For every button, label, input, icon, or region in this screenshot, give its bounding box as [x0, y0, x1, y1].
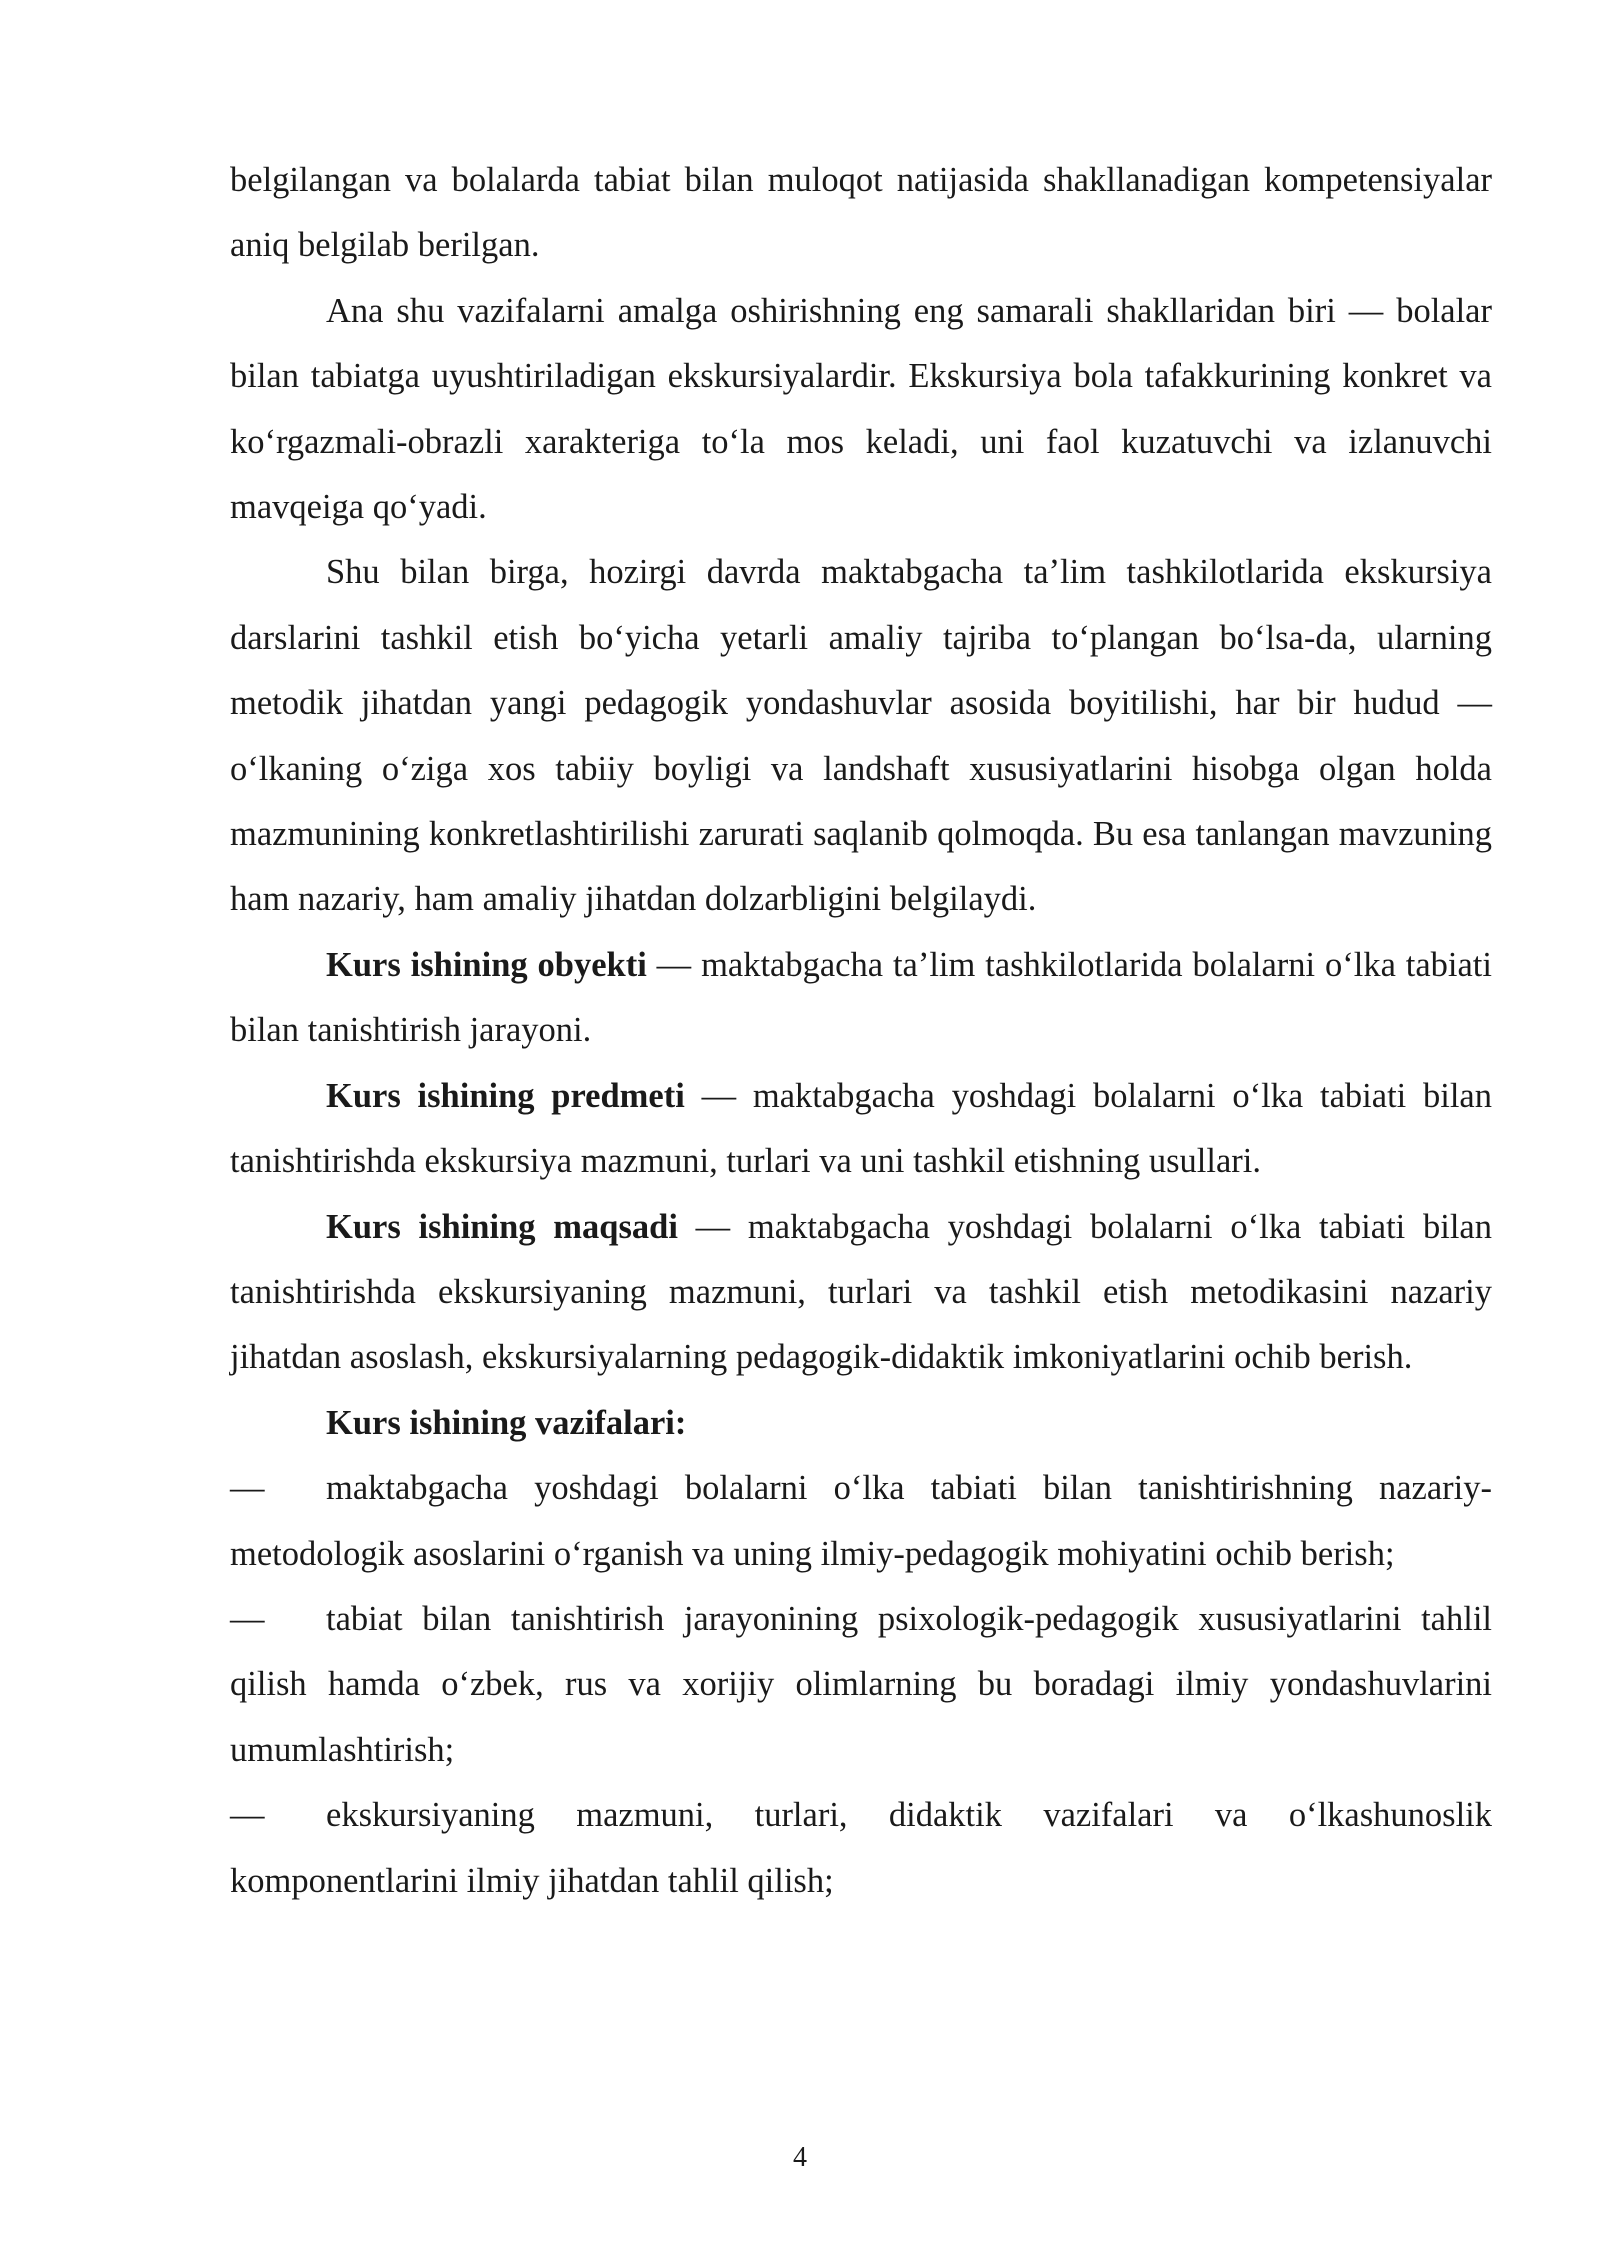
- paragraph-continuation: belgilangan va bolalarda tabiat bilan muloqot natijasida shakllanadigan kompetensiyalar aniq belgilab berilgan.: [230, 161, 1492, 265]
- object-text: — maktabgacha taʼlim tashkilotlarida bolalarni oʻlka tabiati bilan tanishtirish jarayoni.: [230, 945, 1492, 1050]
- document-page: [230, 148, 1492, 1914]
- task-dash: —: [230, 1469, 265, 1508]
- subject-text: — maktabgacha yoshdagi bolalarni oʻlka tabiati bilan tanishtirishda ekskursiya mazmuni, turlari va uni tashkil etishning usullari.: [230, 1076, 1492, 1181]
- paragraph-subject: [230, 1064, 1492, 1195]
- task-item: [230, 1587, 1492, 1783]
- paragraph-relevance: Shu bilan birga, hozirgi davrda maktabgacha taʼlim tashkilotlarida ekskursiya darslarini tashkil etish boʻyicha yetarli amaliy tajriba toʻplangan boʻlsa-da, ularning metodik jihatdan yangi pedagogik yondashuvlar asosida boyitilishi, har bir hudud — oʻlkaning oʻziga xos tabiiy boyligi va landshaft xususiyatlarini hisobga olgan holda mazmunining konkretlashtirilishi zarurati saqlanib qolmoqda. Bu esa tanlangan mavzuning ham nazariy, ham amaliy jihatdan dolzarbligini belgilaydi.: [230, 553, 1492, 919]
- task-item: [230, 1783, 1492, 1914]
- object-label: Kurs ishining obyekti: [326, 945, 647, 984]
- task-text: tabiat bilan tanishtirish jarayonining psixologik-pedagogik xususiyatlarini tahlil qilish hamda oʻzbek, rus va xorijiy olimlarning bu boradagi ilmiy yondashuvlarini umumlashtirish;: [230, 1599, 1492, 1769]
- task-dash: —: [230, 1599, 265, 1638]
- paragraph-goal: [230, 1195, 1492, 1391]
- paragraph-excursion-forms: Ana shu vazifalarni amalga oshirishning eng samarali shakllaridan biri — bolalar bilan tabiatga uyushtiriladigan ekskursiyalardir. Ekskursiya bola tafakkurining konkret va koʻrgazmali-obrazli xarakteriga toʻla mos keladi, uni faol kuzatuvchi va izlanuvchi mavqeiga qoʻyadi.: [230, 291, 1492, 527]
- task-text: maktabgacha yoshdagi bolalarni oʻlka tabiati bilan tanishtirishning nazariy-metodologik asoslarini oʻrganish va uning ilmiy-pedagogik mohiyatini ochib berish;: [230, 1469, 1492, 1573]
- goal-label: Kurs ishining maqsadi: [326, 1207, 678, 1246]
- paragraph-object: [230, 933, 1492, 1064]
- task-item: [230, 1456, 1492, 1587]
- task-text: ekskursiyaning mazmuni, turlari, didaktik vazifalari va oʻlkashunoslik komponentlarini ilmiy jihatdan tahlil qilish;: [230, 1796, 1492, 1900]
- tasks-heading-text: Kurs ishining vazifalari:: [326, 1403, 687, 1442]
- subject-label: Kurs ishining predmeti: [326, 1076, 685, 1115]
- tasks-heading: [230, 1391, 1492, 1456]
- goal-text: — maktabgacha yoshdagi bolalarni oʻlka tabiati bilan tanishtirishda ekskursiyaning mazmuni, turlari va tashkil etish metodikasini nazariy jihatdan asoslash, ekskursiyalarning pedagogik-didaktik imkoniyatlarini ochib berish.: [230, 1207, 1492, 1377]
- task-dash: —: [230, 1796, 265, 1835]
- page-number: 4: [793, 2142, 807, 2173]
